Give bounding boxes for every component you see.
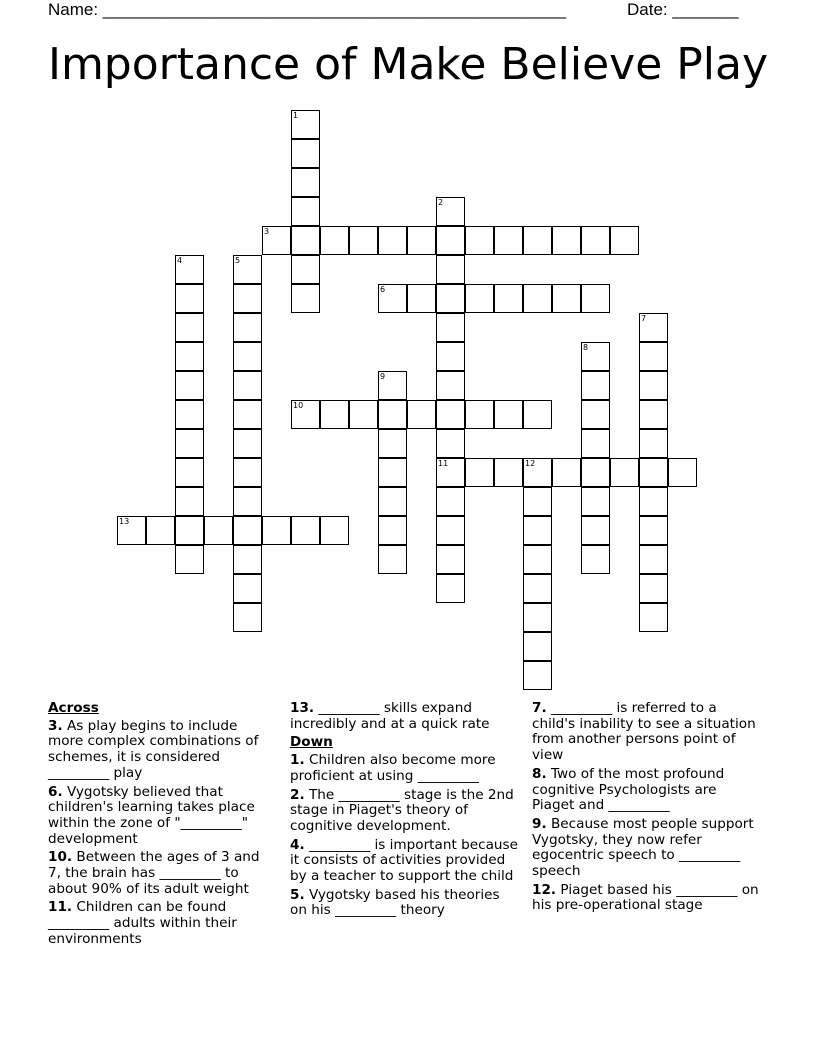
grid-cell[interactable]	[175, 342, 204, 371]
cell-number: 5	[235, 256, 241, 265]
grid-cell[interactable]	[581, 342, 610, 371]
clue-down-8	[532, 767, 760, 814]
grid-cell[interactable]	[639, 342, 668, 371]
grid-cell[interactable]	[262, 516, 291, 545]
grid-cell[interactable]	[639, 371, 668, 400]
clue-number: 1.	[290, 752, 305, 769]
grid-cell[interactable]	[523, 400, 552, 429]
clue-down-12	[532, 883, 760, 914]
clue-column-3	[532, 701, 760, 917]
clue-down-9	[532, 817, 760, 880]
clue-text: Two of the most profound cognitive Psychologists are Piaget and _________	[532, 765, 725, 814]
down-heading: Down	[290, 734, 333, 751]
grid-cell[interactable]	[581, 458, 610, 487]
grid-cell[interactable]	[291, 226, 320, 255]
clue-text: Vygotsky based his theories on his _________ theory	[290, 886, 500, 919]
clue-column-1	[48, 701, 276, 951]
grid-cell[interactable]	[175, 458, 204, 487]
grid-cell[interactable]	[581, 545, 610, 574]
grid-cell[interactable]	[291, 197, 320, 226]
clue-number: 11.	[48, 899, 73, 916]
grid-cell[interactable]	[494, 458, 523, 487]
grid-cell[interactable]	[233, 574, 262, 603]
grid-cell[interactable]	[378, 487, 407, 516]
grid-cell[interactable]	[494, 226, 523, 255]
clue-across-11	[48, 900, 276, 947]
cell-number: 4	[177, 256, 183, 265]
grid-cell[interactable]	[639, 458, 668, 487]
puzzle-title: Importance of Make Believe Play	[47, 39, 769, 90]
clue-text: _________ is important because it consists of activities provided by a teacher to support the child	[290, 836, 518, 885]
grid-cell[interactable]	[291, 168, 320, 197]
grid-cell[interactable]	[117, 516, 146, 545]
grid-cell[interactable]	[378, 371, 407, 400]
grid-cell[interactable]	[204, 516, 233, 545]
grid-cell[interactable]	[175, 400, 204, 429]
grid-cell[interactable]	[436, 255, 465, 284]
grid-cell[interactable]	[146, 516, 175, 545]
grid-cell[interactable]	[465, 226, 494, 255]
clue-number: 13.	[290, 700, 315, 716]
grid-cell[interactable]	[407, 226, 436, 255]
grid-cell[interactable]	[233, 255, 262, 284]
grid-cell[interactable]	[552, 226, 581, 255]
grid-cell[interactable]	[378, 400, 407, 429]
grid-cell[interactable]	[436, 458, 465, 487]
grid-cell[interactable]	[436, 226, 465, 255]
grid-cell[interactable]	[523, 458, 552, 487]
grid-cell[interactable]	[523, 284, 552, 313]
grid-cell[interactable]	[407, 284, 436, 313]
grid-cell[interactable]	[581, 284, 610, 313]
clue-text: Vygotsky believed that children's learning takes place within the zone of "_________" development	[48, 783, 255, 847]
grid-cell[interactable]	[407, 400, 436, 429]
grid-cell[interactable]	[581, 400, 610, 429]
clue-number: 8.	[532, 765, 547, 782]
grid-cell[interactable]	[494, 400, 523, 429]
cell-number: 2	[438, 198, 444, 207]
grid-cell[interactable]	[262, 226, 291, 255]
cell-number: 9	[380, 372, 386, 381]
cell-number: 3	[264, 227, 270, 236]
clue-number: 9.	[532, 815, 547, 832]
grid-cell[interactable]	[233, 313, 262, 342]
grid-cell[interactable]	[639, 603, 668, 632]
grid-cell[interactable]	[465, 284, 494, 313]
grid-cell[interactable]	[291, 400, 320, 429]
clue-text: Children can be found _________ adults within their environments	[48, 899, 237, 947]
grid-cell[interactable]	[233, 545, 262, 574]
grid-cell[interactable]	[436, 429, 465, 458]
grid-cell[interactable]	[291, 516, 320, 545]
grid-cell[interactable]	[233, 603, 262, 632]
clue-number: 10.	[48, 849, 73, 866]
grid-cell[interactable]	[175, 284, 204, 313]
name-field-label: Name: _________________________________________________	[48, 0, 567, 19]
clue-across-13	[290, 701, 518, 732]
grid-cell[interactable]	[233, 342, 262, 371]
cell-number: 8	[583, 343, 589, 352]
across-heading: Across	[48, 700, 99, 716]
grid-cell[interactable]	[552, 458, 581, 487]
grid-cell[interactable]	[639, 516, 668, 545]
grid-cell[interactable]	[552, 284, 581, 313]
grid-cell[interactable]	[581, 429, 610, 458]
clue-number: 6.	[48, 783, 63, 800]
date-field-label: Date: _______	[627, 0, 739, 19]
grid-cell[interactable]	[639, 429, 668, 458]
grid-cell[interactable]	[175, 545, 204, 574]
grid-cell[interactable]	[175, 313, 204, 342]
grid-cell[interactable]	[349, 226, 378, 255]
grid-cell[interactable]	[436, 545, 465, 574]
grid-cell[interactable]	[175, 429, 204, 458]
clue-text: As play begins to include more complex combinations of schemes, it is considered _________ play	[48, 717, 259, 781]
clue-number: 12.	[532, 881, 557, 898]
grid-cell[interactable]	[668, 458, 697, 487]
grid-cell[interactable]	[436, 313, 465, 342]
cell-number: 10	[293, 401, 304, 410]
grid-cell[interactable]	[581, 371, 610, 400]
grid-cell[interactable]	[639, 400, 668, 429]
grid-cell[interactable]	[233, 371, 262, 400]
clue-down-7	[532, 701, 760, 764]
clue-number: 7.	[532, 700, 547, 716]
grid-cell[interactable]	[581, 516, 610, 545]
clue-number: 3.	[48, 717, 63, 734]
clue-down-1	[290, 753, 518, 784]
cell-number: 7	[641, 314, 647, 323]
grid-cell[interactable]	[175, 487, 204, 516]
clue-list	[0, 701, 816, 1041]
grid-cell[interactable]	[233, 487, 262, 516]
grid-cell[interactable]	[436, 342, 465, 371]
grid-cell[interactable]	[436, 197, 465, 226]
clue-text: _________ skills expand incredibly and at a quick rate	[290, 700, 490, 732]
grid-cell[interactable]	[523, 487, 552, 516]
grid-cell[interactable]	[436, 400, 465, 429]
grid-cell[interactable]	[233, 284, 262, 313]
grid-cell[interactable]	[523, 661, 552, 690]
grid-cell[interactable]	[320, 400, 349, 429]
grid-cell[interactable]	[175, 371, 204, 400]
clue-down-2	[290, 788, 518, 835]
grid-cell[interactable]	[175, 516, 204, 545]
grid-cell[interactable]	[233, 400, 262, 429]
clue-down-5	[290, 888, 518, 919]
grid-cell[interactable]	[378, 458, 407, 487]
grid-cell[interactable]	[436, 371, 465, 400]
grid-cell[interactable]	[523, 516, 552, 545]
grid-cell[interactable]	[436, 516, 465, 545]
clue-text: Children also become more proficient at using _________	[290, 752, 496, 784]
grid-cell[interactable]	[581, 487, 610, 516]
grid-cell[interactable]	[523, 545, 552, 574]
grid-cell[interactable]	[639, 574, 668, 603]
clue-number: 2.	[290, 786, 305, 803]
clue-column-2	[290, 701, 518, 922]
grid-cell[interactable]	[233, 516, 262, 545]
grid-cell[interactable]	[378, 545, 407, 574]
grid-cell[interactable]	[581, 226, 610, 255]
grid-cell[interactable]	[291, 139, 320, 168]
grid-cell[interactable]	[349, 400, 378, 429]
grid-cell[interactable]	[494, 284, 523, 313]
grid-cell[interactable]	[233, 458, 262, 487]
grid-cell[interactable]	[175, 255, 204, 284]
grid-cell[interactable]	[436, 487, 465, 516]
cell-number: 6	[380, 285, 386, 294]
grid-cell[interactable]	[291, 110, 320, 139]
grid-cell[interactable]	[378, 284, 407, 313]
grid-cell[interactable]	[639, 545, 668, 574]
clue-across-10	[48, 850, 276, 897]
clue-down-4	[290, 838, 518, 885]
grid-cell[interactable]	[610, 458, 639, 487]
grid-cell[interactable]	[523, 632, 552, 661]
grid-cell[interactable]	[320, 516, 349, 545]
grid-cell[interactable]	[465, 458, 494, 487]
cell-number: 12	[525, 459, 536, 468]
grid-cell[interactable]	[639, 487, 668, 516]
clue-across-6	[48, 785, 276, 848]
grid-cell[interactable]	[610, 226, 639, 255]
grid-cell[interactable]	[523, 226, 552, 255]
cell-number: 1	[293, 111, 299, 120]
clue-number: 4.	[290, 836, 305, 853]
clue-text: Between the ages of 3 and 7, the brain has _________ to about 90% of its adult weight	[48, 849, 260, 897]
cell-number: 11	[438, 459, 449, 468]
grid-cell[interactable]	[436, 574, 465, 603]
clue-text: _________ is referred to a child's inability to see a situation from another persons point of view	[532, 700, 756, 764]
grid-cell[interactable]	[639, 313, 668, 342]
clue-text: Because most people support Vygotsky, they now refer egocentric speech to _________ speech	[532, 815, 754, 880]
grid-cell[interactable]	[291, 255, 320, 284]
grid-cell[interactable]	[523, 603, 552, 632]
grid-cell[interactable]	[378, 516, 407, 545]
grid-cell[interactable]	[233, 429, 262, 458]
cell-number: 13	[119, 517, 130, 526]
clue-text: The _________ stage is the 2nd stage in Piaget's theory of cognitive development.	[290, 786, 514, 834]
grid-cell[interactable]	[523, 574, 552, 603]
clue-across-3	[48, 719, 276, 782]
grid-cell[interactable]	[291, 284, 320, 313]
grid-cell[interactable]	[378, 429, 407, 458]
clue-number: 5.	[290, 886, 305, 903]
grid-cell[interactable]	[378, 226, 407, 255]
grid-cell[interactable]	[320, 226, 349, 255]
clue-text: Piaget based his _________ on his pre-operational stage	[532, 881, 759, 914]
grid-cell[interactable]	[436, 284, 465, 313]
grid-cell[interactable]	[465, 400, 494, 429]
